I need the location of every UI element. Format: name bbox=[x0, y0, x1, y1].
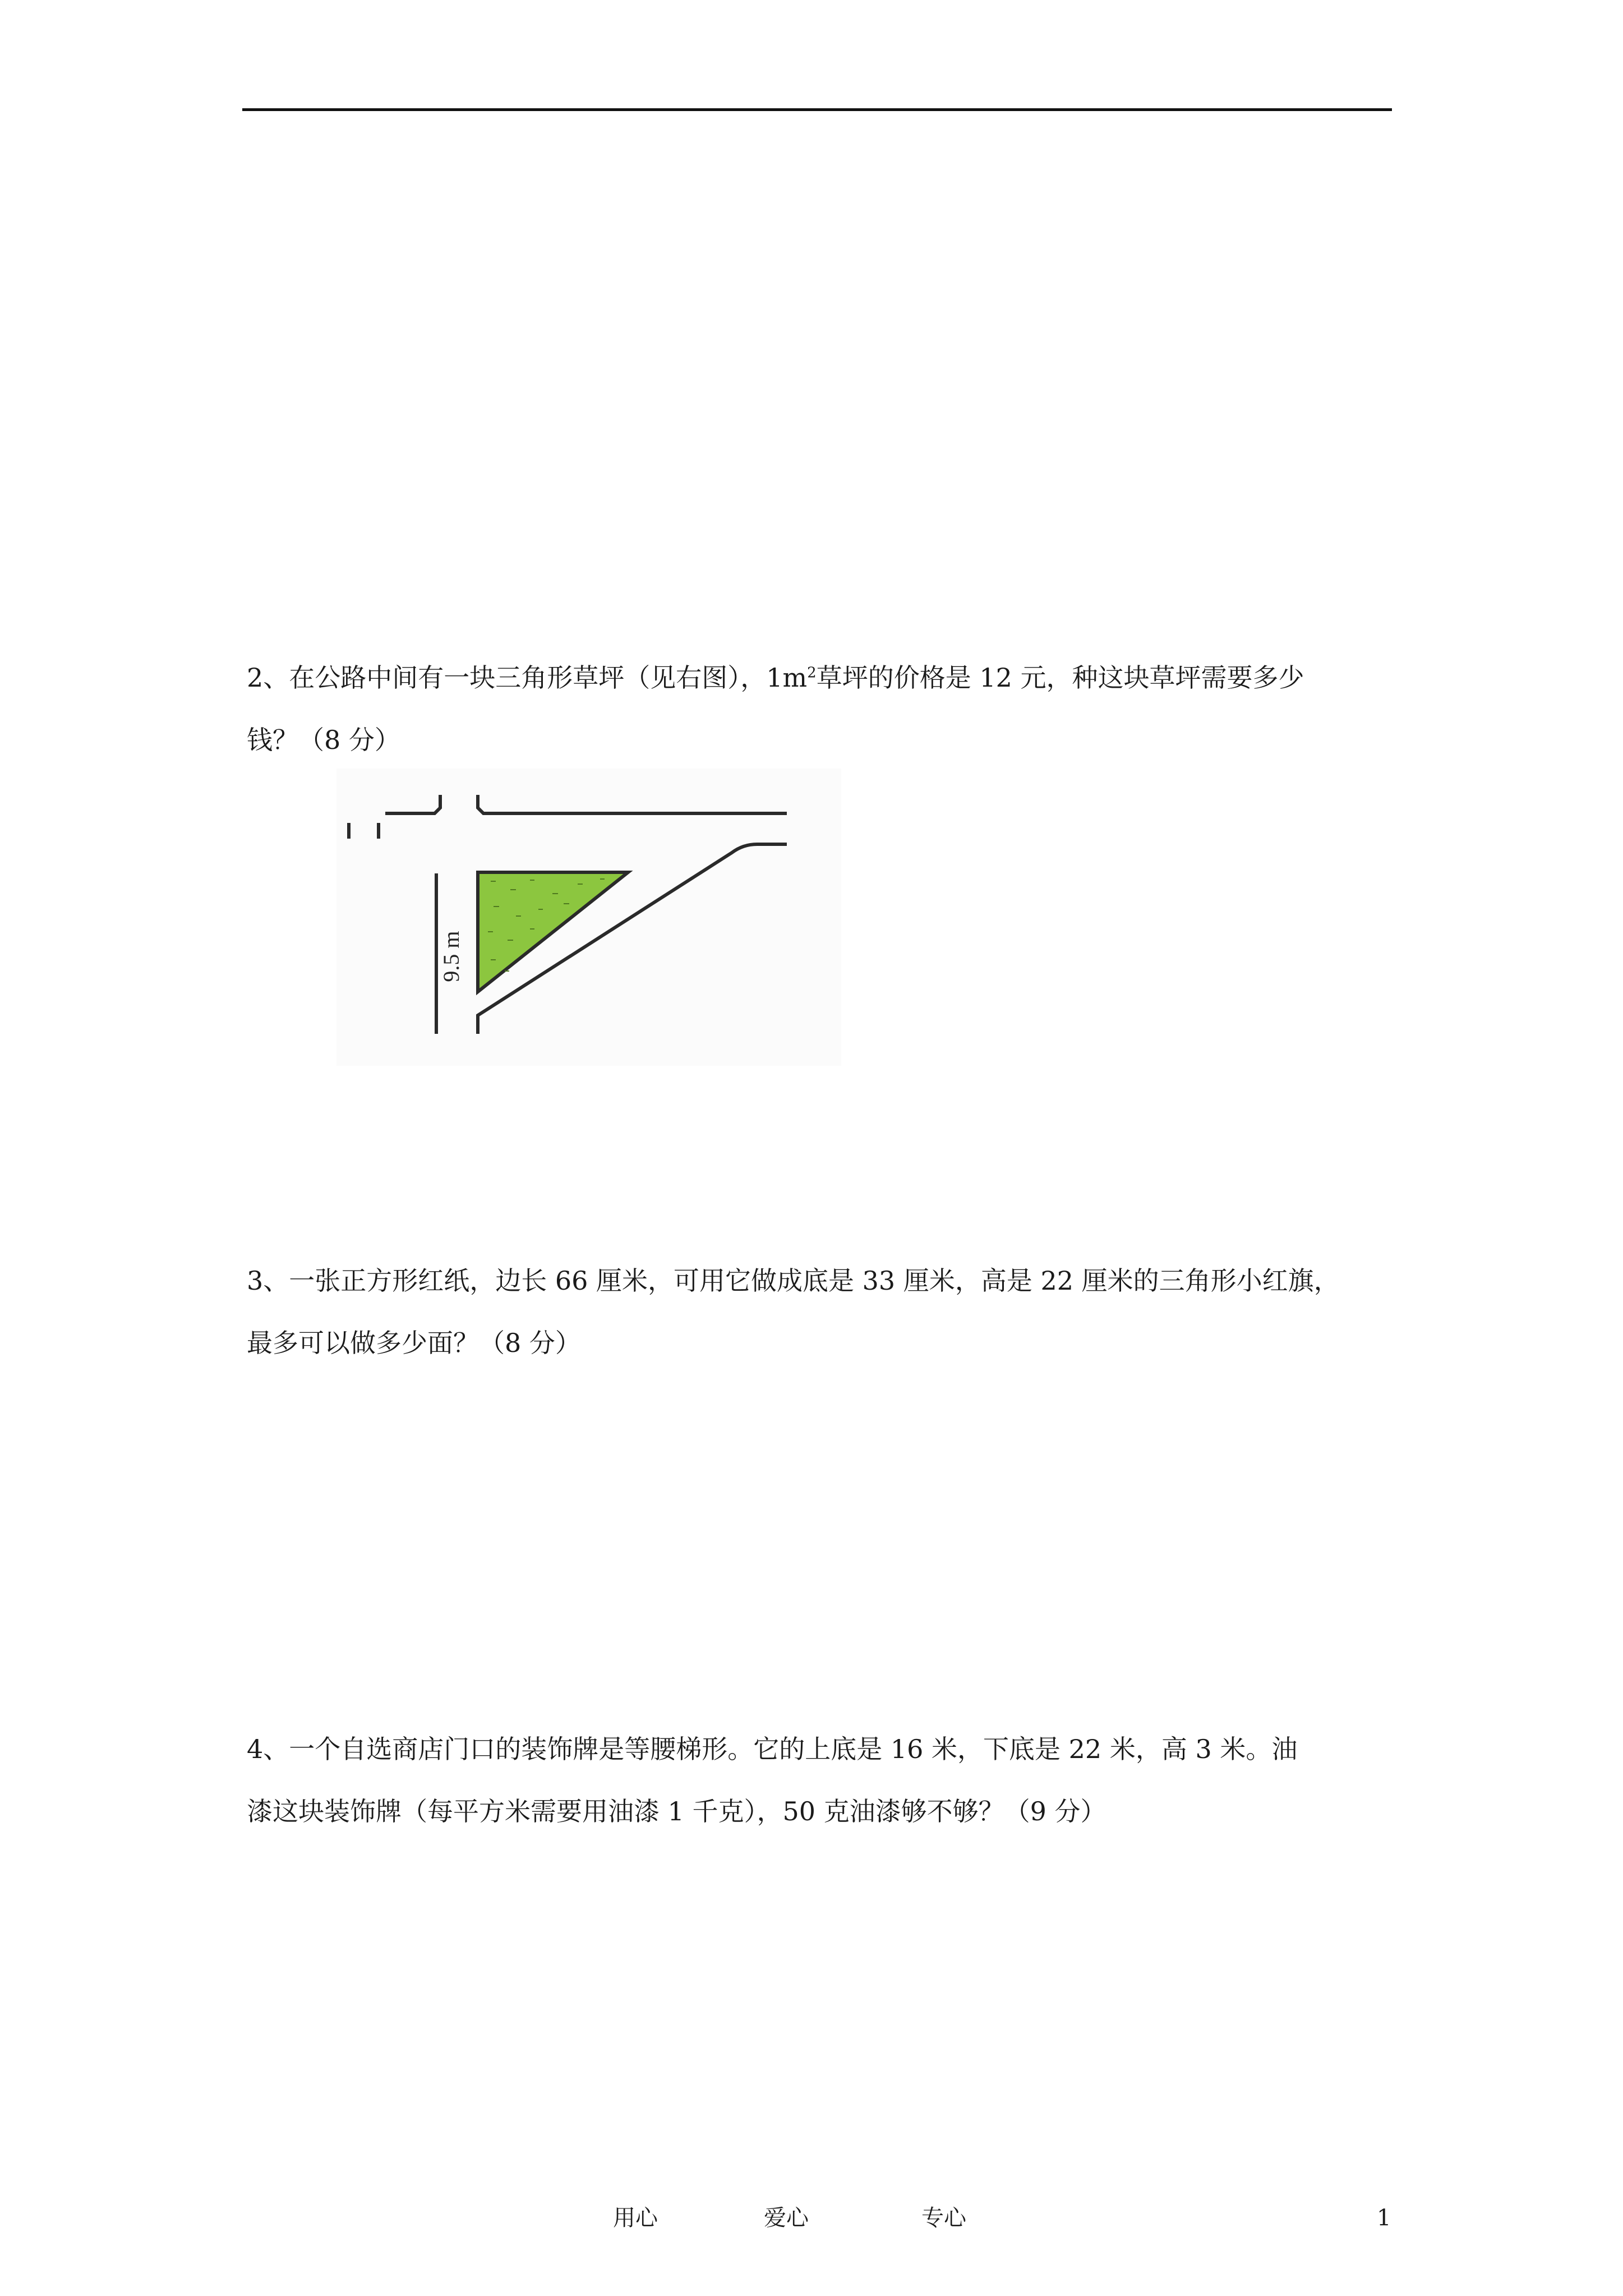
page-number: 1 bbox=[1377, 2205, 1391, 2231]
height-label: 9.5 m bbox=[439, 931, 464, 982]
question-2 bbox=[247, 662, 1396, 756]
footer-text-right: 专心 bbox=[921, 2205, 966, 2231]
question-3-line-2: 最多可以做多少面？（8 分） bbox=[247, 1328, 581, 1358]
question-2-line-2: 钱？（8 分） bbox=[247, 725, 400, 755]
question-2-line-1: 2、在公路中间有一块三角形草坪（见右图），$1m^2$草坪的价格是 12 元，种这块草坪需要多少 bbox=[247, 662, 1304, 693]
triangle-lawn-figure bbox=[336, 769, 841, 1066]
question-4 bbox=[247, 1733, 1396, 1827]
question-4-line-1: 4、一个自选商店门口的装饰牌是等腰梯形。它的上底是 16 米，下底是 22 米，高 3 米。油 bbox=[247, 1734, 1298, 1764]
question-4-line-2: 漆这块装饰牌（每平方米需要用油漆 1 千克），50 克油漆够不够？（9 分） bbox=[247, 1796, 1106, 1826]
superscript-2: 2 bbox=[807, 664, 817, 682]
question-3 bbox=[247, 1265, 1396, 1359]
header-rule bbox=[242, 108, 1392, 111]
footer-text-middle: 爱心 bbox=[764, 2205, 809, 2231]
question-3-line-1: 3、一张正方形红纸，边长 66 厘米，可用它做成底是 33 厘米，高是 22 厘米的三角形小红旗， bbox=[247, 1266, 1340, 1296]
footer-text-left: 用心 bbox=[613, 2205, 658, 2231]
